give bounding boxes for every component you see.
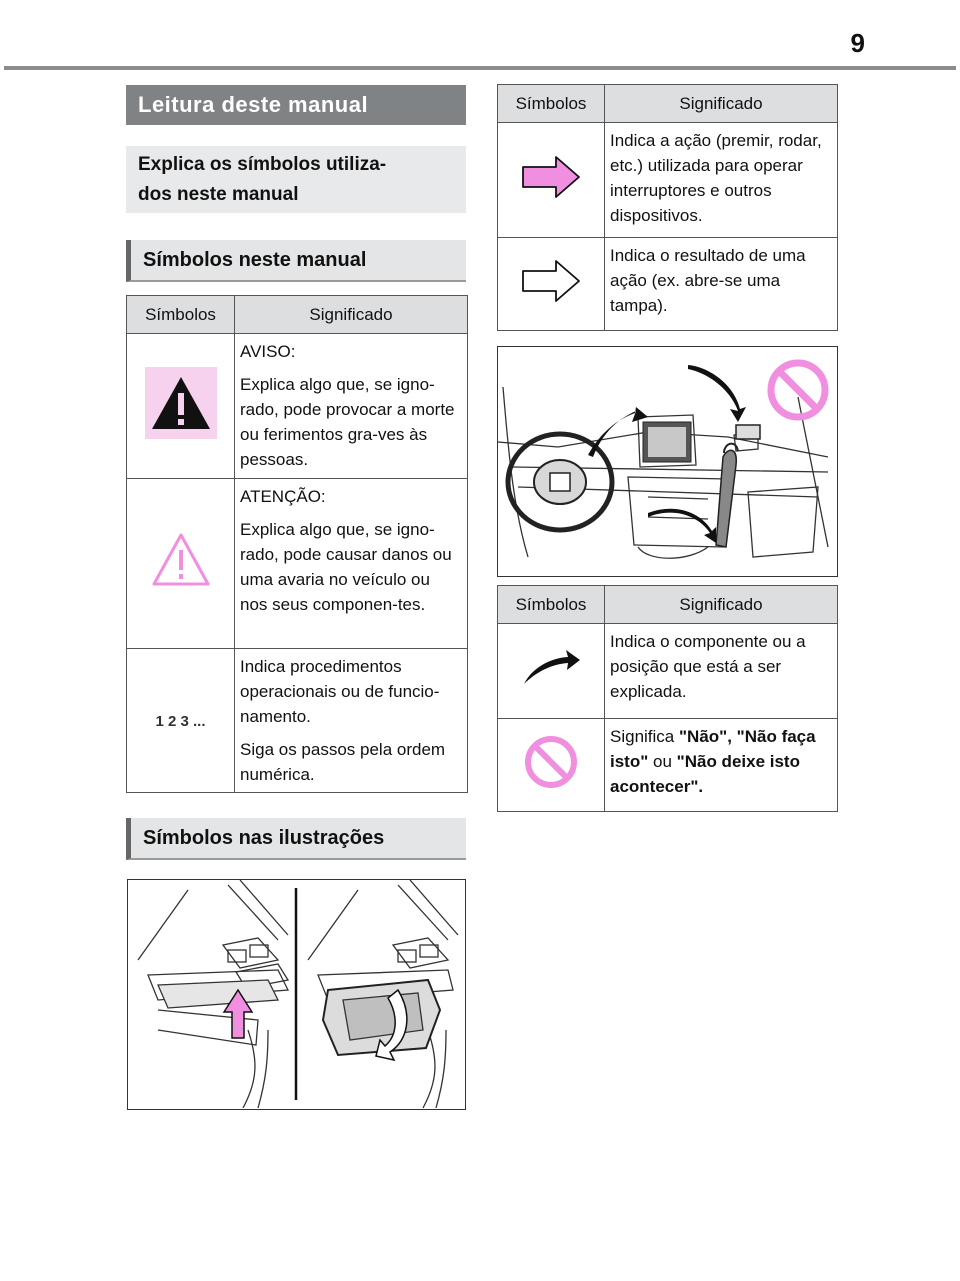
prohibition-icon	[523, 734, 579, 790]
manual-symbols-table	[126, 295, 468, 793]
table-row	[498, 719, 838, 812]
col-header-meaning-3: Significado	[605, 586, 838, 624]
caution-meaning-cell	[235, 479, 468, 649]
result-arrow-icon	[520, 259, 582, 303]
subtitle-line-1: Explica os símbolos utiliza-	[138, 154, 387, 175]
table-row	[127, 334, 468, 479]
steps-symbol-cell	[127, 649, 235, 793]
table-row	[498, 238, 838, 331]
result-arrow-cell	[498, 238, 605, 331]
dashboard-illustration-drawing	[498, 347, 837, 576]
result-meaning-cell	[605, 238, 838, 331]
component-meaning-cell	[605, 624, 838, 719]
result-text: Indica o resultado de uma ação (ex. abre-se uma tampa).	[610, 246, 806, 315]
illustration-marks-table	[497, 585, 838, 812]
warning-triangle-icon	[145, 367, 217, 439]
prohibition-symbol-cell	[498, 719, 605, 812]
console-cover-illustration	[127, 879, 466, 1110]
prohibition-prefix: Significa	[610, 727, 679, 746]
page-title: Leitura deste manual	[126, 85, 466, 125]
warning-meaning-cell	[235, 334, 468, 479]
header-rule	[4, 66, 956, 70]
col-header-symbols: Símbolos	[127, 296, 235, 334]
prohibition-bold-2: "Não deixe isto acontecer".	[610, 752, 800, 796]
prohibition-mid: ou	[648, 752, 677, 771]
col-header-symbols-3: Símbolos	[498, 586, 605, 624]
caution-title: ATENÇÃO:	[240, 487, 326, 506]
warning-title: AVISO:	[240, 342, 296, 361]
table-row	[498, 123, 838, 238]
caution-text: Explica algo que, se igno-rado, pode causar danos ou uma avaria no veículo ou nos seus componen-tes.	[240, 520, 452, 614]
action-text: Indica a ação (premir, rodar, etc.) utilizada para operar interruptores e outros dispositivos.	[610, 131, 822, 225]
caution-triangle-icon	[151, 532, 211, 588]
component-text: Indica o componente ou a posição que está a ser explicada.	[610, 632, 806, 701]
action-arrow-icon	[520, 155, 582, 199]
col-header-meaning-2: Significado	[605, 85, 838, 123]
prohibition-text	[610, 724, 832, 799]
prohibition-bold-1: "Não", "Não faça isto"	[610, 727, 816, 771]
subtitle-line-2: dos neste manual	[138, 184, 299, 205]
col-header-meaning: Significado	[235, 296, 468, 334]
warning-symbol-cell	[127, 334, 235, 479]
component-arrow-cell	[498, 624, 605, 719]
prohibition-meaning-cell	[605, 719, 838, 812]
table-row	[127, 479, 468, 649]
action-arrow-cell	[498, 123, 605, 238]
step-numbers-icon: 1 2 3 ...	[155, 712, 206, 730]
dashboard-illustration	[497, 346, 838, 577]
curved-pointer-arrow-icon	[520, 648, 582, 688]
action-meaning-cell	[605, 123, 838, 238]
steps-text-1: Indica procedimentos operacionais ou de funcio-namento.	[240, 657, 440, 726]
table-row	[498, 624, 838, 719]
section-heading-illustration-symbols: Símbolos nas ilustrações	[126, 818, 466, 860]
steps-text-2: Siga os passos pela ordem numérica.	[240, 740, 446, 784]
section-heading-manual-symbols: Símbolos neste manual	[126, 240, 466, 282]
illustration-arrows-table	[497, 84, 838, 331]
warning-text: Explica algo que, se igno-rado, pode provocar a morte ou ferimentos gra-ves às pessoas.	[240, 375, 455, 469]
page-subtitle	[126, 146, 466, 213]
col-header-symbols-2: Símbolos	[498, 85, 605, 123]
table-row	[127, 649, 468, 793]
steps-meaning-cell	[235, 649, 468, 793]
console-illustration-drawing	[128, 880, 465, 1109]
caution-symbol-cell	[127, 479, 235, 649]
page-number: 9	[850, 28, 865, 58]
